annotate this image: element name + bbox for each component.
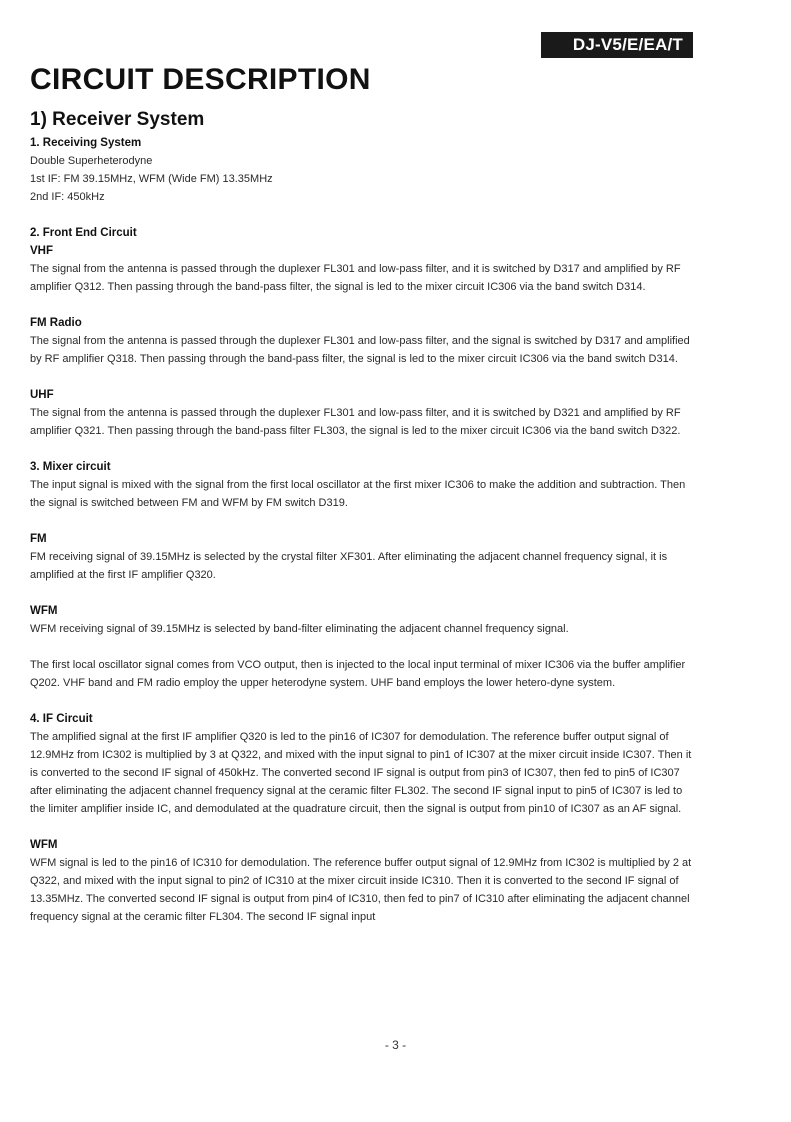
front-end-section	[30, 224, 700, 440]
if-wfm-paragraph: WFM signal is led to the pin16 of IC310 for demodulation. The reference buffer output signal of 12.9MHz from IC302 is multiplied by 2 at Q322, and mixed with the input signal to pin2 of IC310 at the mixer circuit inside IC310. Then it is converted to the second IF signal of 13.35MHz. The converted second IF signal is output from pin4 of IC310, then fed to pin7 of IC310 after eliminating the adjacent channel frequency signal at the ceramic filter FL304. The second IF signal input	[30, 857, 692, 923]
vhf-heading: VHF	[30, 245, 53, 257]
page-number: - 3 -	[384, 1038, 407, 1052]
if-circuit-section	[30, 710, 700, 926]
receiving-system-line: Double Superheterodyne	[30, 155, 153, 167]
mixer-fm-heading: FM	[30, 533, 47, 545]
front-end-heading: 2. Front End Circuit	[30, 227, 137, 239]
uhf-heading: UHF	[30, 389, 54, 401]
document-body	[30, 134, 700, 926]
if-wfm-heading: WFM	[30, 839, 58, 851]
mixer-wfm-paragraph: WFM receiving signal of 39.15MHz is selected by band-filter eliminating the adjacent channel frequency signal.	[30, 623, 569, 635]
uhf-paragraph: The signal from the antenna is passed through the duplexer FL301 and low-pass filter, and it is switched by D321 and amplified by RF amplifier Q321. Then passing through the band-pass filter FL303, the signal is led to the mixer circuit IC306 via the band switch D322.	[30, 407, 681, 437]
mixer-wfm-heading: WFM	[30, 605, 58, 617]
section-title: 1) Receiver System	[30, 109, 205, 130]
page-title: CIRCUIT DESCRIPTION	[30, 63, 371, 96]
fm-radio-paragraph: The signal from the antenna is passed through the duplexer FL301 and low-pass filter, and the signal is switched by D317 and amplified by RF amplifier Q318. Then passing through the band-pass filter, the signal is led to the mixer circuit IC306 via the band switch D314.	[30, 335, 690, 365]
receiving-system-heading: 1. Receiving System	[30, 137, 142, 149]
mixer-fm-paragraph: FM receiving signal of 39.15MHz is selected by the crystal filter XF301. After eliminating the adjacent channel frequency signal, it is amplified at the first IF amplifier Q320.	[30, 551, 668, 581]
mixer-section	[30, 458, 700, 692]
receiving-system-line: 1st IF: FM 39.15MHz, WFM (Wide FM) 13.35MHz	[30, 173, 273, 185]
mixer-paragraph: The input signal is mixed with the signal from the first local oscillator at the first mixer IC306 to make the addition and subtraction. Then the signal is switched between FM and WFM by FM switch D319.	[30, 479, 686, 509]
vhf-paragraph: The signal from the antenna is passed through the duplexer FL301 and low-pass filter, and it is switched by D317 and amplified by RF amplifier Q312. Then passing through the band-pass filter, the signal is led to the mixer circuit IC306 via the band switch D314.	[30, 263, 681, 293]
mixer-heading: 3. Mixer circuit	[30, 461, 111, 473]
receiving-system-line: 2nd IF: 450kHz	[30, 191, 105, 203]
model-badge: DJ-V5/E/EA/T	[541, 32, 693, 58]
fm-radio-heading: FM Radio	[30, 317, 82, 329]
if-circuit-paragraph: The amplified signal at the first IF amplifier Q320 is led to the pin16 of IC307 for demodulation. The reference buffer output signal of 12.9MHz from IC302 is multiplied by 3 at Q322, and mixed with the input signal to pin1 of IC307 at the mixer circuit inside IC307. Then it is converted to the second IF signal of 450kHz. The converted second IF signal is output from pin3 of IC307, then fed to pin5 of IC307 after eliminating the adjacent channel frequency signal at the ceramic filter FL302. The second IF signal input to pin5 of IC307 is led to the limiter amplifier inside IC, and demodulated at the quadrature circuit, then the signal is output from pin10 of IC307 as an AF signal.	[30, 731, 692, 815]
if-circuit-heading: 4. IF Circuit	[30, 713, 93, 725]
local-oscillator-paragraph: The first local oscillator signal comes from VCO output, then is injected to the local input terminal of mixer IC306 via the buffer amplifier Q202. VHF band and FM radio employ the upper heterodyne system. UHF band employs the lower hetero-dyne system.	[30, 659, 686, 689]
receiving-system-section	[30, 134, 700, 206]
